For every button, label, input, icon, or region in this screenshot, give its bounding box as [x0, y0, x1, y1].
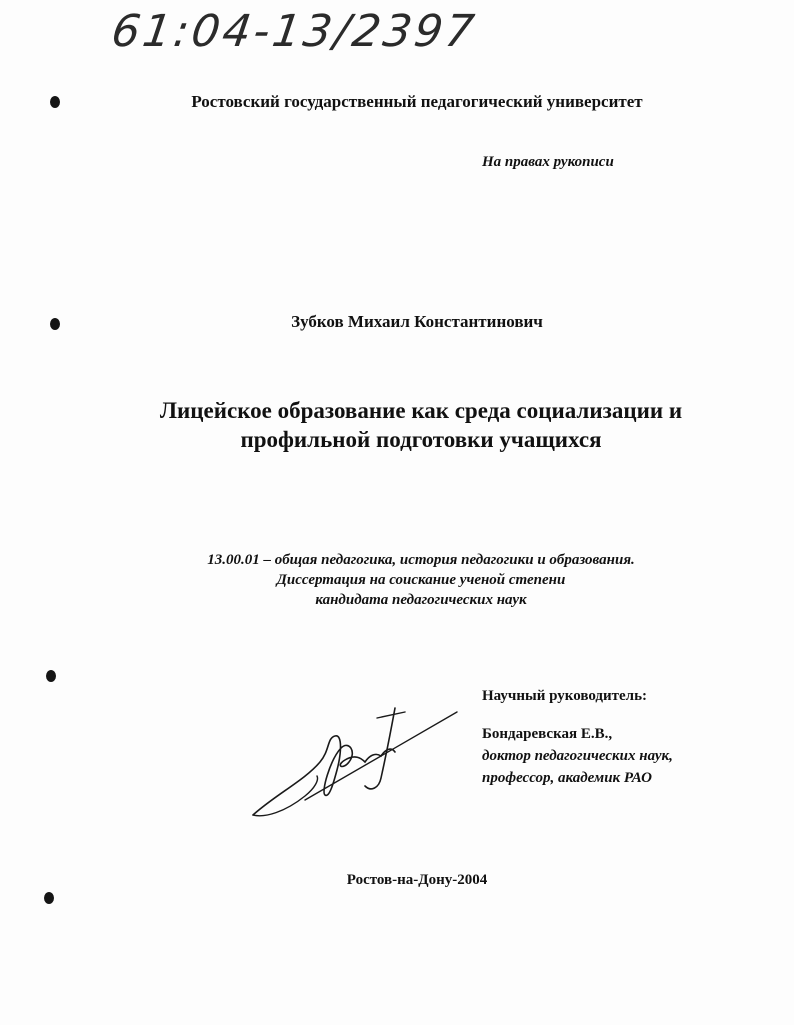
- title-line-2: профильной подготовки учащихся: [240, 427, 602, 452]
- signature-image: [245, 700, 465, 825]
- advisor-degree: доктор педагогических наук,: [482, 748, 673, 764]
- title-line-1: Лицейское образование как среда социализации и: [159, 398, 683, 423]
- advisor-heading: Научный руководитель:: [482, 688, 647, 704]
- specialty-block: [0, 550, 794, 610]
- handwritten-archive-number: 61:04-13/2397: [108, 6, 481, 57]
- manuscript-rights-note: На правах рукописи: [482, 154, 614, 170]
- dissertation-title: [0, 396, 794, 454]
- advisor-rank: профессор, академик РАО: [482, 770, 653, 786]
- degree-field-line: кандидата педагогических наук: [315, 592, 527, 608]
- university-name: Ростовский государственный педагогический университет: [191, 92, 643, 111]
- punch-hole-mark: [46, 670, 56, 682]
- advisor-name: Бондаревская Е.В.,: [482, 726, 613, 742]
- city-year: Ростов-на-Дону-2004: [346, 872, 488, 888]
- author-name: Зубков Михаил Константинович: [291, 312, 543, 331]
- degree-line: Диссертация на соискание ученой степени: [276, 572, 566, 588]
- punch-hole-mark: [44, 892, 54, 904]
- specialty-code-line: 13.00.01 – общая педагогика, история педагогики и образования.: [207, 552, 635, 568]
